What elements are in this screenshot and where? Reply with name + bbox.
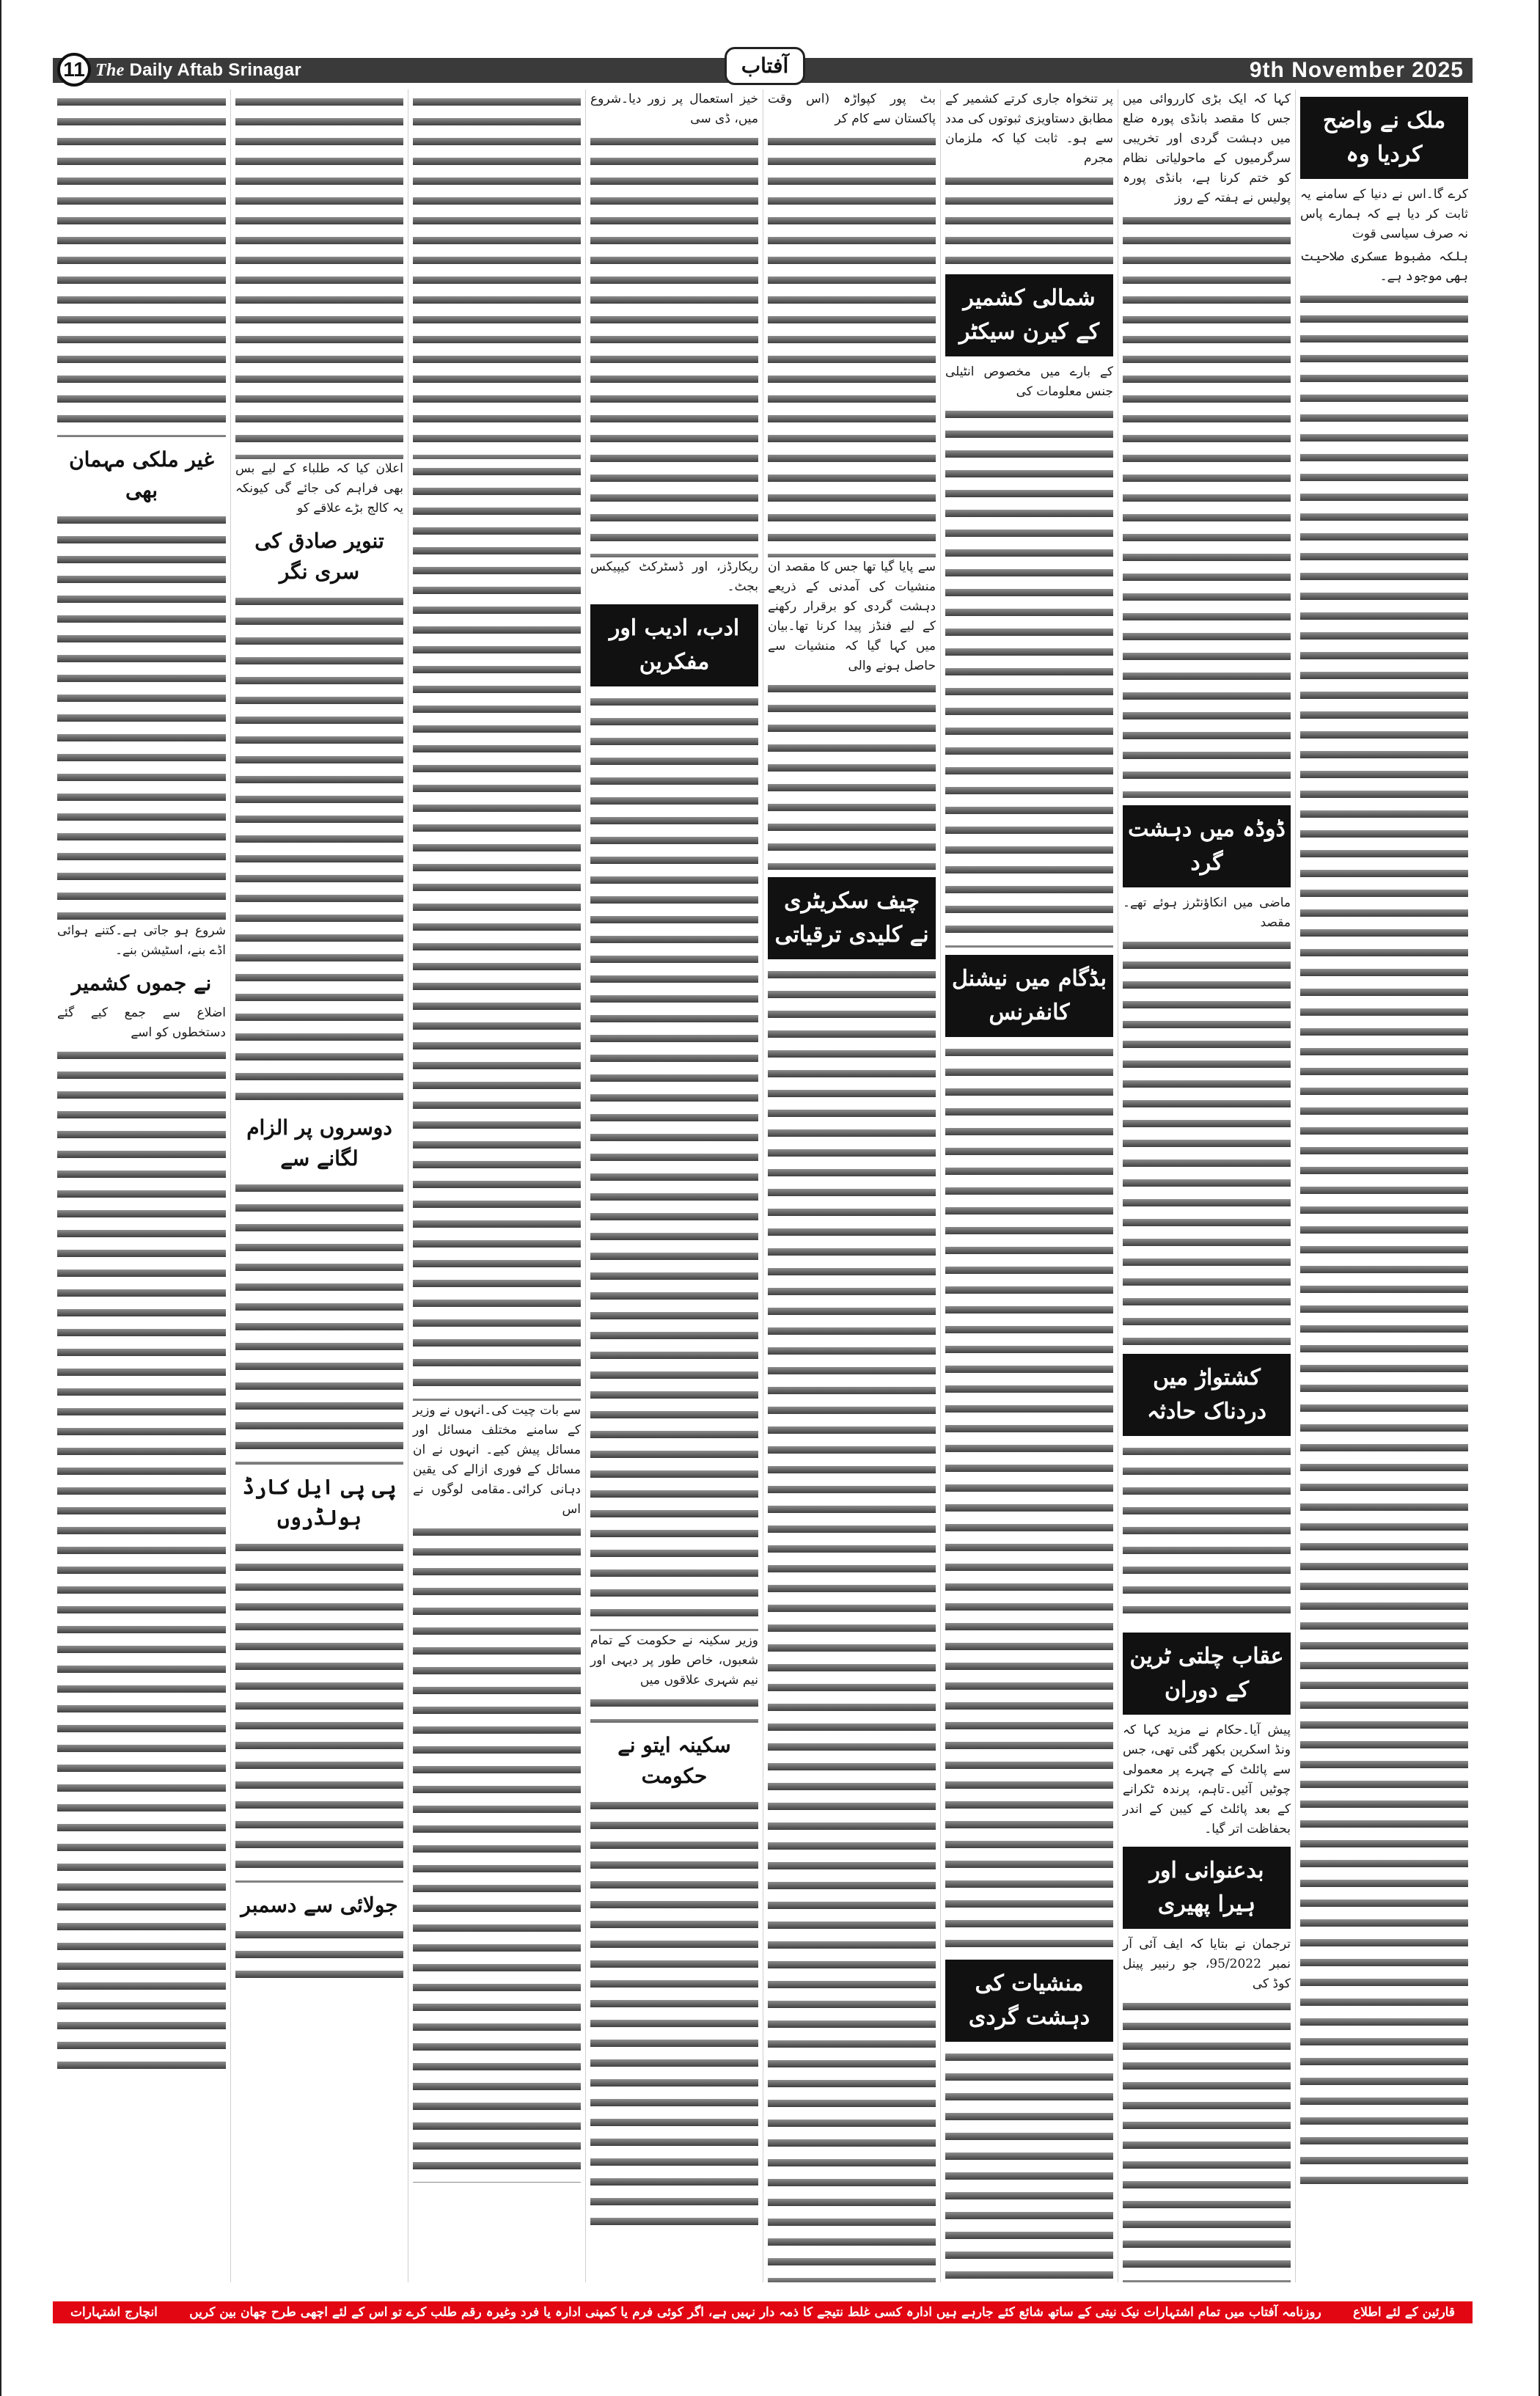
article-text-block xyxy=(57,92,226,437)
article-text-block xyxy=(235,592,403,1105)
article-text-block xyxy=(590,1796,758,2236)
paper-name-text: Daily Aftab Srinagar xyxy=(129,60,302,80)
article-text-block xyxy=(768,965,936,2282)
headline: ڈوڈہ میں دہشت گرد xyxy=(1123,805,1291,887)
notice-text: روزنامہ آفتاب میں تمام اشتہارات نیک نیتی کے ساتھ شائع کئے جارہے ہیں ادارہ کسی غلط نتیجے کا ذمہ دار نہیں ہے، اگر کوئی فرم یا کمپنی ادارہ یا فرد وغیرہ رقم طلب کرے تو اس کے لئے اچھی طرح چھان بین کریں xyxy=(189,2305,1321,2320)
article-text-block xyxy=(413,462,581,1401)
article-lead: خیز استعمال پر زور دیا۔شروع میں، ڈی سی xyxy=(590,92,758,126)
article-text-block xyxy=(413,92,581,459)
article-lead: پر تنخواہ جاری کرتے کشمیر کے مطابق دستاویزی ثبوتوں کی مدد سے ہو۔ ثابت کیا کہ ملزمان مجرم xyxy=(945,92,1113,166)
column-6 xyxy=(408,89,585,2282)
headline: منشیات کی دہشت گردی xyxy=(945,1960,1113,2042)
article-text-block xyxy=(1123,1442,1291,1625)
article-body: ریکارڈز، اور ڈسٹرکٹ کیپیکس بجٹ۔ xyxy=(590,560,758,594)
headline: کشتواڑ میں دردناک حادثہ xyxy=(1123,1354,1291,1436)
issue-date: 9th November 2025 xyxy=(1249,58,1464,82)
column-1 xyxy=(1295,89,1473,2282)
headline: نے جموں کشمیر xyxy=(71,971,212,995)
headline: سکینہ ایتو نے حکومت xyxy=(617,1733,731,1788)
headline: ادب، ادیب اور مفکرین xyxy=(590,604,758,686)
article-text-block xyxy=(590,692,758,1631)
paper-name xyxy=(95,59,301,82)
article-body: سے بات چیت کی۔انہوں نے وزیر کے سامنے مختلف مسائل اور مسائل پیش کیے۔ انہوں نے ان مسائل کے فوری ازالے کی یقین دہانی کرائی۔مقامی لوگوں نے اس xyxy=(413,1403,581,1517)
article-body: اضلاع سے جمع کیے گئے دستخطوں کو اسے xyxy=(57,1005,226,1040)
column-7 xyxy=(230,89,408,2282)
article-text-block xyxy=(1123,936,1291,1347)
article-text-block xyxy=(1123,1997,1291,2282)
article-text-block xyxy=(57,1046,226,2073)
article-text-block xyxy=(945,1043,1113,1952)
article-text-block xyxy=(945,405,1113,948)
headline: پی پی ایل کارڈ ہولڈروں xyxy=(242,1475,397,1530)
headline: دوسروں پر الزام لگانے سے xyxy=(246,1115,392,1170)
article-text-block xyxy=(945,172,1113,267)
paper-name-prefix: The xyxy=(95,61,125,80)
article-text-block xyxy=(1300,290,1468,2197)
notice-label: قارئین کے لئے اطلاع xyxy=(1353,2305,1455,2320)
headline: تنویر صادق کی سری نگر xyxy=(254,529,384,584)
article-body: ترجمان نے بتایا کہ ایف آئی آر نمبر 95/2022، جو رنبیر پینل کوڈ کی xyxy=(1123,1937,1291,1991)
article-body: کے بارے میں مخصوص انٹیلی جنس معلومات کی xyxy=(945,364,1113,399)
page-number: 11 xyxy=(57,53,91,87)
column-5 xyxy=(585,89,763,2282)
headline: شمالی کشمیر کے کیرن سیکٹر xyxy=(945,274,1113,356)
column-3 xyxy=(940,89,1118,2282)
article-body: وزیر سکینہ نے حکومت کے تمام شعبوں، خاص طور پر دیہی اور نیم شہری علاقوں میں xyxy=(590,1633,758,1688)
article-lead: بٹ پور کپواڑہ (اس وقت پاکستان سے کام کر xyxy=(768,92,936,126)
article-text-block xyxy=(235,1538,403,1883)
article-text-block xyxy=(945,2048,1113,2282)
headline: غیر ملکی مہمان بھی xyxy=(69,447,214,502)
headline: ملک نے واضح کردیا وہ xyxy=(1300,97,1468,179)
article-text-block xyxy=(235,92,403,459)
article-text-block xyxy=(413,1523,581,2183)
headline: جولائی سے دسمبر xyxy=(241,1893,398,1917)
article-body: سے پایا گیا تھا جس کا مقصد ان منشیات کی آمدنی کے ذریعے دہشت گردی کو برقرار رکھنے کے لیے فنڈز پیدا کرنا تھا۔بیان میں کہا گیا کہ منشیات سے حاصل ہونے والی xyxy=(768,560,936,673)
article-body: اعلان کیا کہ طلباء کے لیے بس بھی فراہم کی جائے گی کیونکہ یہ کالج بڑے علاقے کو xyxy=(235,461,403,516)
aftab-logo: آفتاب xyxy=(725,47,805,85)
headline: بڈگام میں نیشنل کانفرنس xyxy=(945,955,1113,1037)
article-lead: کہا کہ ایک بڑی کارروائی میں جس کا مقصد بانڈی پورہ ضلع میں دہشت گردی اور تخریبی سرگرمیوں کے ماحولیاتی نظام کو ختم کرنا ہے، بانڈی پورہ پولیس نے ہفتہ کے روز xyxy=(1123,92,1291,205)
article-text-block xyxy=(235,1179,403,1465)
article-lead: کرے گا۔اس نے دنیا کے سامنے یہ ثابت کر دیا ہے کہ ہمارے پاس نہ صرف سیاسی قوت xyxy=(1300,187,1468,241)
column-8 xyxy=(53,89,230,2282)
newspaper-columns xyxy=(53,89,1473,2282)
article-text-block xyxy=(57,510,226,921)
article-text-block xyxy=(590,132,758,557)
article-body: پیش آیا۔حکام نے مزید کہا کہ ونڈ اسکرین بکھر گئی تھی، جس سے پائلٹ کے چہرے پر معمولی چوٹیں آئیں۔تاہم، پرندہ ٹکرانے کے بعد پائلٹ کے کیبن کے اندر بحفاظت اتر گیا۔ xyxy=(1123,1723,1291,1836)
column-4 xyxy=(763,89,940,2282)
headline: عقاب چلتی ٹرین کے دوران xyxy=(1123,1633,1291,1715)
article-body: بلکہ مضبوط عسکری صلاحیت بھی موجود ہے۔ xyxy=(1300,249,1468,284)
article-text-block xyxy=(768,679,936,870)
headline: بدعنوانی اور ہیرا پھیری xyxy=(1123,1847,1291,1929)
notice-signature: انچارج اشتہارات xyxy=(70,2305,158,2320)
article-body: ماضی میں انکاؤنٹرز ہوئے تھے۔ مقصد xyxy=(1123,895,1291,930)
article-text-block xyxy=(590,1693,758,1723)
article-text-block xyxy=(768,132,936,557)
column-2 xyxy=(1118,89,1295,2282)
article-body: شروع ہو جاتی ہے۔کتنے ہوائی اڈے بنے، اسٹیشن بنے۔ xyxy=(57,923,226,958)
article-text-block xyxy=(235,1925,403,1984)
headline: چیف سکریٹری نے کلیدی ترقیاتی xyxy=(768,877,936,959)
article-text-block xyxy=(1123,211,1291,798)
readers-notice-banner xyxy=(53,2301,1473,2323)
